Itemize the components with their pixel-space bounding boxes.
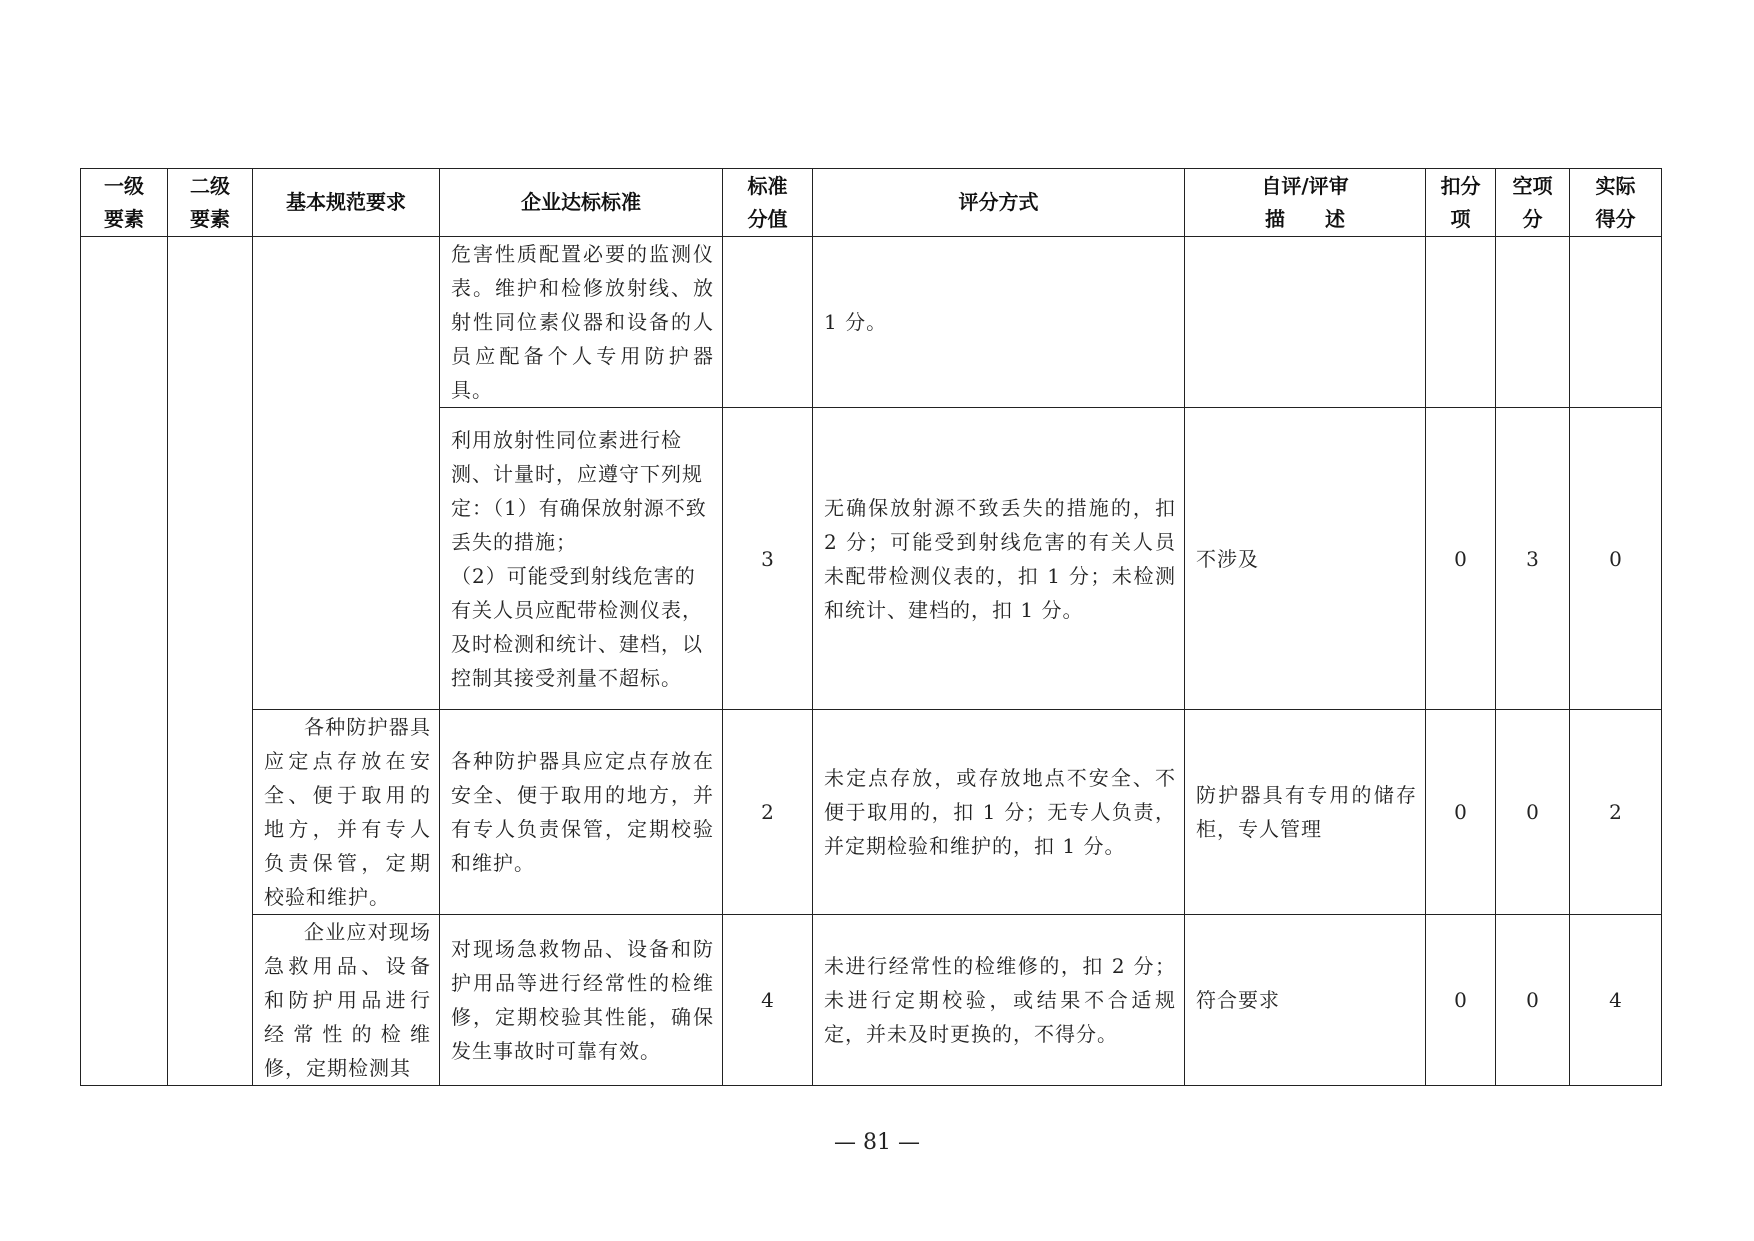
level1-cell [81, 237, 168, 1086]
deduct-cell: 0 [1426, 915, 1496, 1086]
header-row [81, 169, 1662, 237]
header-standard: 企业达标标准 [440, 169, 723, 237]
self-eval-cell: 符合要求 [1185, 915, 1426, 1086]
score-cell: 3 [723, 408, 813, 710]
score-cell [723, 237, 813, 408]
header-level1: 一级 要素 [81, 169, 168, 237]
basic-cell: 企业应对现场急救用品、设备和防护用品进行经常性的检维修，定期检测其 [253, 915, 440, 1086]
deduct-cell: 0 [1426, 710, 1496, 915]
actual-cell [1570, 237, 1662, 408]
basic-cell: 各种防护器具应定点存放在安全、便于取用的地方，并有专人负责保管，定期校验和维护。 [253, 710, 440, 915]
level2-cell [168, 237, 253, 1086]
self-eval-cell: 防护器具有专用的储存柜，专人管理 [1185, 710, 1426, 915]
empty-cell [1496, 237, 1570, 408]
standard-cell: 各种防护器具应定点存放在安全、便于取用的地方，并有专人负责保管，定期校验和维护。 [440, 710, 723, 915]
deduct-cell: 0 [1426, 408, 1496, 710]
header-level2: 二级 要素 [168, 169, 253, 237]
method-cell: 无确保放射源不致丢失的措施的，扣 2 分；可能受到射线危害的有关人员未配带检测仪表的，扣 1 分；未检测和统计、建档的，扣 1 分。 [813, 408, 1185, 710]
method-cell: 1 分。 [813, 237, 1185, 408]
actual-cell: 4 [1570, 915, 1662, 1086]
empty-cell: 0 [1496, 710, 1570, 915]
method-cell: 未定点存放，或存放地点不安全、不便于取用的，扣 1 分；无专人负责，并定期检验和维护的，扣 1 分。 [813, 710, 1185, 915]
header-basic-requirement: 基本规范要求 [253, 169, 440, 237]
standard-cell: 利用放射性同位素进行检测、计量时，应遵守下列规定：（1）有确保放射源不致丢失的措施； （2）可能受到射线危害的有关人员应配带检测仪表，及时检测和统计、建档，以控制其接受剂量不超标。 [440, 408, 723, 710]
score-cell: 2 [723, 710, 813, 915]
actual-cell: 2 [1570, 710, 1662, 915]
self-eval-cell: 不涉及 [1185, 408, 1426, 710]
header-empty-item: 空项 分 [1496, 169, 1570, 237]
standard-cell: 对现场急救物品、设备和防护用品等进行经常性的检维修，定期校验其性能，确保发生事故时可靠有效。 [440, 915, 723, 1086]
header-actual-score: 实际 得分 [1570, 169, 1662, 237]
empty-cell: 3 [1496, 408, 1570, 710]
header-self-eval: 自评/评审 描 述 [1185, 169, 1426, 237]
self-eval-cell [1185, 237, 1426, 408]
page-number: — 81 — [834, 1130, 920, 1155]
deduct-cell [1426, 237, 1496, 408]
header-scoring-method: 评分方式 [813, 169, 1185, 237]
header-score-value: 标准 分值 [723, 169, 813, 237]
table-row [81, 915, 1662, 1086]
standard-table [80, 168, 1662, 1086]
standard-cell: 危害性质配置必要的监测仪表。维护和检修放射线、放射性同位素仪器和设备的人员应配备个人专用防护器具。 [440, 237, 723, 408]
table-row [81, 710, 1662, 915]
actual-cell: 0 [1570, 408, 1662, 710]
header-deduct: 扣分 项 [1426, 169, 1496, 237]
basic-cell [253, 237, 440, 710]
method-cell: 未进行经常性的检维修的，扣 2 分；未进行定期校验，或结果不合适规定，并未及时更换的，不得分。 [813, 915, 1185, 1086]
table-row [81, 237, 1662, 408]
score-cell: 4 [723, 915, 813, 1086]
empty-cell: 0 [1496, 915, 1570, 1086]
